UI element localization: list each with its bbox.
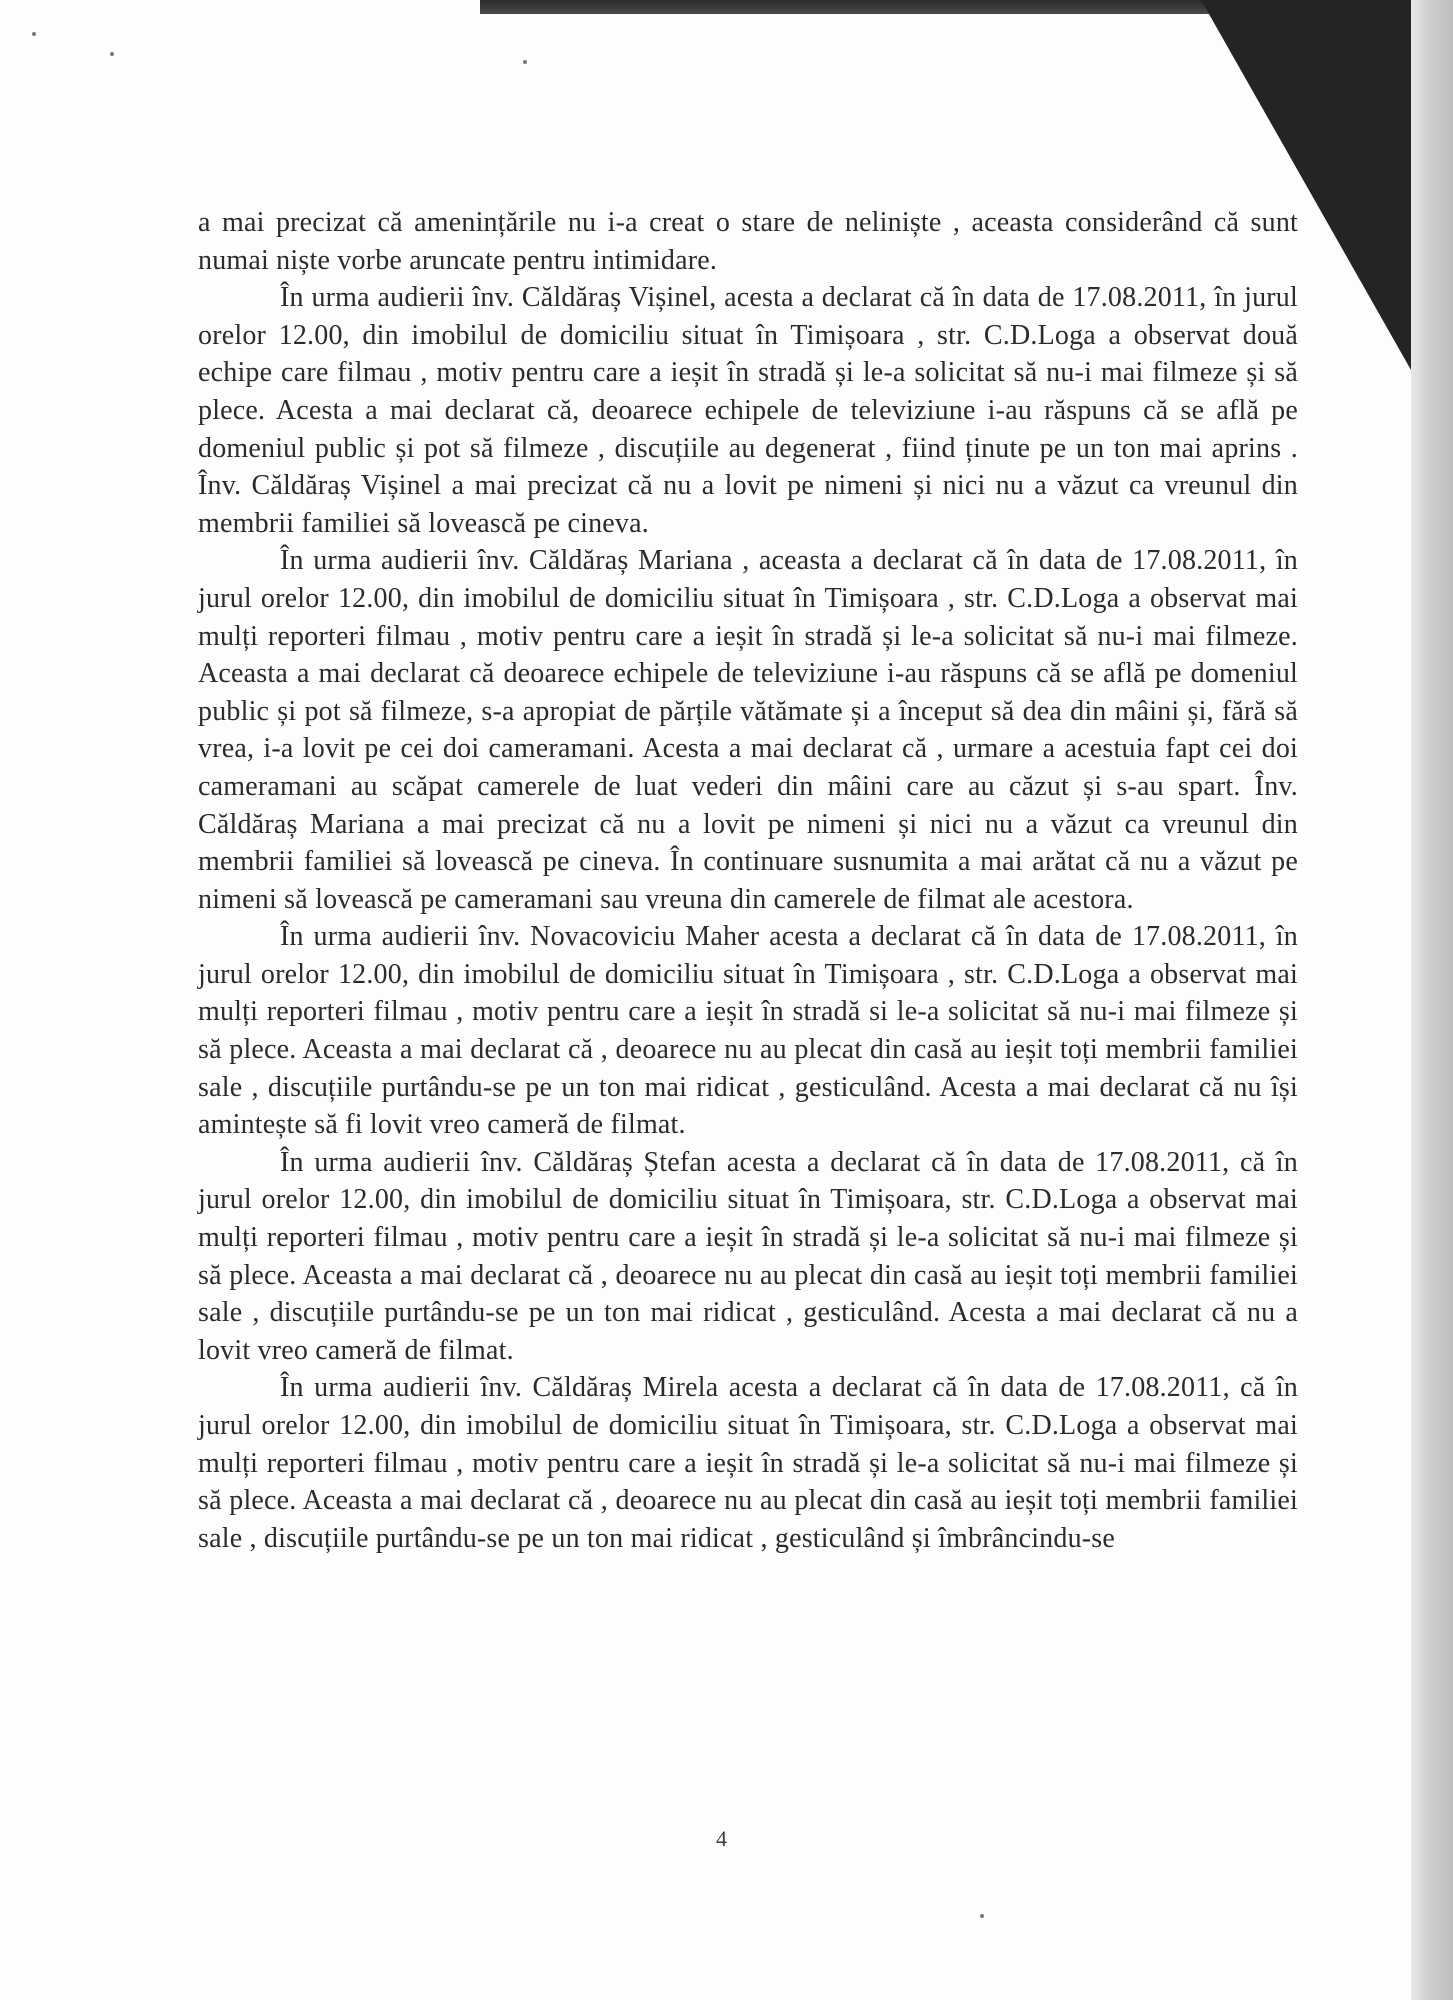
paragraph: În urma audierii înv. Căldăraș Mariana , aceasta a declarat că în data de 17.08.2011, în jurul orelor 12.00, din imobilul de domiciliu situat în Timișoara , str. C.D.Loga a observat mai mulți reporteri filmau , motiv pentru care a ieșit în stradă și le-a solicitat să nu-i mai filmeze. Aceasta a mai declarat că deoarece echipele de televiziune i-au răspuns că se află pe domeniul public și pot să filmeze, s-a apropiat de părțile vătămate și a început să dea din mâini și, fără să vrea, i-a lovit pe cei doi cameramani. Acesta a mai declarat că , urmare a acestuia fapt cei doi cameramani au scăpat camerele de luat vederi din mâini care au căzut și s-au spart. Înv. Căldăraș Mariana a mai precizat că nu a lovit pe nimeni și nici nu a văzut ca vreunul din membrii familiei să lovească pe cineva. În continuare susnumita a mai arătat că nu a văzut pe nimeni să lovească pe cameramani sau vreuna din camerele de filmat ale acestora.: [198, 545, 1298, 915]
scan-speck: [32, 32, 36, 36]
scan-speck: [110, 52, 114, 56]
scan-shadow-right: [1411, 0, 1453, 2000]
paragraph: În urma audierii înv. Căldăraș Ștefan acesta a declarat că în data de 17.08.2011, că în jurul orelor 12.00, din imobilul de domiciliu situat în Timișoara, str. C.D.Loga a observat mai mulți reporteri filmau , motiv pentru care a ieșit în stradă și le-a solicitat să nu-i mai filmeze și să plece. Aceasta a mai declarat că , deoarece nu au plecat din casă au ieșit toți membrii familiei sale , discuțiile purtându-se pe un ton mai ridicat , gesticulând. Acesta a mai declarat că nu a lovit vreo cameră de filmat.: [198, 1146, 1298, 1366]
paragraph: În urma audierii înv. Căldăraș Vișinel, acesta a declarat că în data de 17.08.2011, în jurul orelor 12.00, din imobilul de domiciliu situat în Timișoara , str. C.D.Loga a observat două echipe care filmau , motiv pentru care a ieșit în stradă și le-a solicitat să nu-i mai filmeze și să plece. Acesta a mai declarat că, deoarece echipele de televiziune i-au răspuns că se află pe domeniul public și pot să filmeze , discuțiile au degenerat , fiind ținute pe un ton mai aprins . Înv. Căldăraș Vișinel a mai precizat că nu a lovit pe nimeni și nici nu a văzut ca vreunul din membrii familiei să lovească pe cineva.: [198, 282, 1298, 539]
scan-speck: [980, 1914, 984, 1918]
page-number: 4: [716, 1826, 727, 1851]
document-body: [198, 204, 1298, 1557]
paragraph: În urma audierii înv. Novacoviciu Maher acesta a declarat că în data de 17.08.2011, în jurul orelor 12.00, din imobilul de domiciliu situat în Timișoara , str. C.D.Loga a observat mai mulți reporteri filmau , motiv pentru care a ieșit în stradă si le-a solicitat să nu-i mai filmeze și să plece. Aceasta a mai declarat că , deoarece nu au plecat din casă au ieșit toți membrii familiei sale , discuțiile purtându-se pe un ton mai ridicat , gesticulând. Acesta a mai declarat că nu își amintește să fi lovit vreo cameră de filmat.: [198, 921, 1298, 1141]
paragraph: a mai precizat că amenințările nu i-a creat o stare de neliniște , aceasta considerând că sunt numai niște vorbe aruncate pentru intimidare.: [198, 207, 1298, 276]
paragraph: În urma audierii înv. Căldăraș Mirela acesta a declarat că în data de 17.08.2011, că în jurul orelor 12.00, din imobilul de domiciliu situat în Timișoara, str. C.D.Loga a observat mai mulți reporteri filmau , motiv pentru care a ieșit în stradă și le-a solicitat să nu-i mai filmeze și să plece. Aceasta a mai declarat că , deoarece nu au plecat din casă au ieșit toți membrii familiei sale , discuțiile purtându-se pe un ton mai ridicat , gesticulând și îmbrâncindu-se: [198, 1372, 1298, 1554]
scan-speck: [523, 60, 527, 64]
